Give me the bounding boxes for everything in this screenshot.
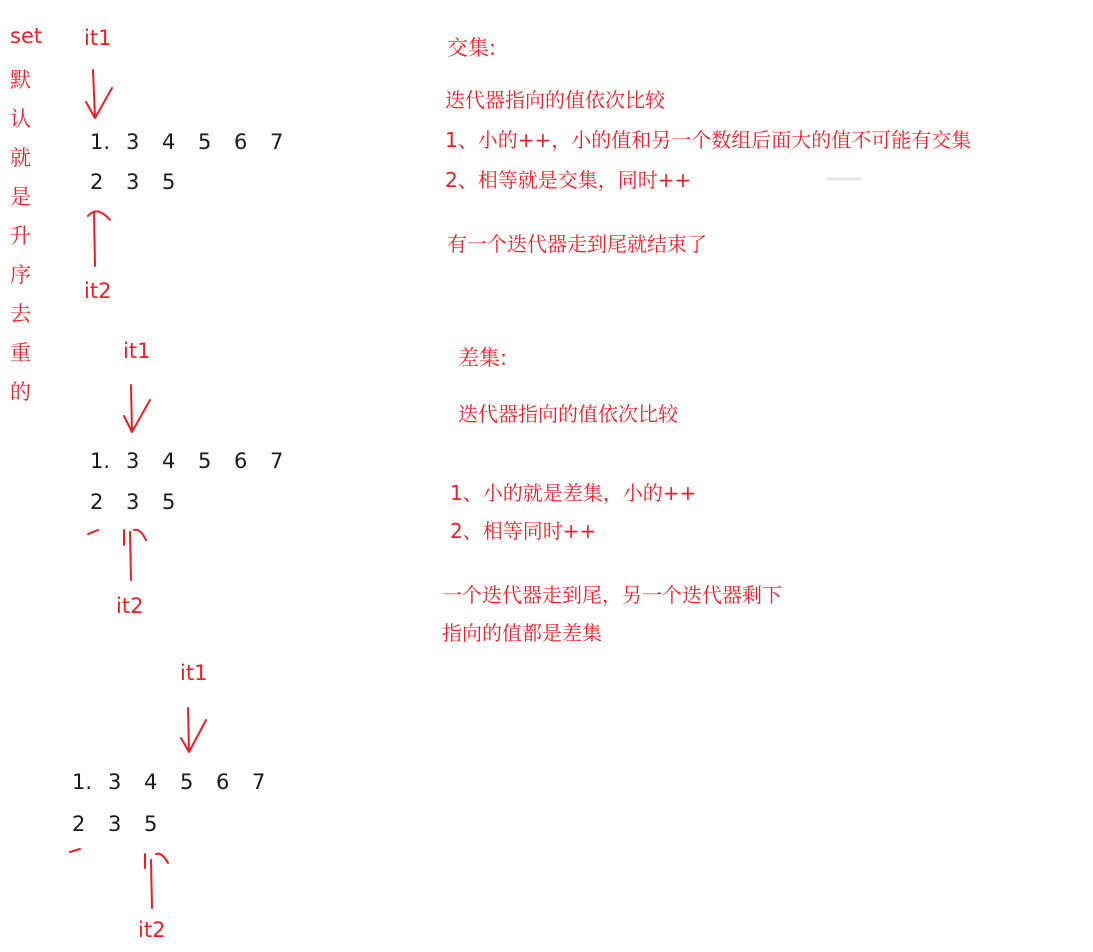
array-cell: 7 xyxy=(270,130,284,154)
difference-line-5: 指向的值都是差集 xyxy=(442,621,602,645)
array-row-2 xyxy=(90,172,198,193)
array-row-1 xyxy=(90,132,306,153)
array-cell: 2 xyxy=(90,170,104,194)
array-cell: 3 xyxy=(126,490,140,514)
array-cell: 1. xyxy=(90,130,111,154)
array-row-1 xyxy=(90,451,306,472)
array-cell: 3 xyxy=(108,770,122,794)
array-cell: 6 xyxy=(216,770,230,794)
side-note-char: 的 xyxy=(10,380,31,404)
it1-arrow-3 xyxy=(181,708,206,752)
it2-label: it2 xyxy=(138,918,166,942)
intersection-title: 交集: xyxy=(447,36,497,60)
it1-arrow-2 xyxy=(124,385,150,432)
difference-line-2: 1、小的就是差集，小的++ xyxy=(450,481,697,505)
side-note xyxy=(10,24,50,415)
side-note-char: 升 xyxy=(10,224,31,248)
intersection-line-3: 2、相等就是交集，同时++ xyxy=(445,168,692,192)
array-cell: 5 xyxy=(198,130,212,154)
array-cell: 5 xyxy=(162,490,176,514)
array-cell: 3 xyxy=(126,170,140,194)
it1-label: it1 xyxy=(180,661,208,685)
array-cell: 1. xyxy=(90,449,111,473)
side-note-char: 重 xyxy=(10,341,31,365)
intersection-line-2: 1、小的++，小的值和另一个数组后面大的值不可能有交集 xyxy=(445,128,972,152)
array-cell: 3 xyxy=(126,449,140,473)
array-cell: 5 xyxy=(162,170,176,194)
array-cell: 6 xyxy=(234,449,248,473)
side-note-char: 是 xyxy=(10,185,31,209)
it2-arrow-1 xyxy=(88,211,110,266)
side-note-char: 序 xyxy=(10,263,31,287)
array-cell: 7 xyxy=(252,770,266,794)
array-cell: 1. xyxy=(72,770,93,794)
array-cell: 3 xyxy=(126,130,140,154)
array-cell: 4 xyxy=(162,449,176,473)
intersection-line-4: 有一个迭代器走到尾就结束了 xyxy=(447,232,707,256)
array-cell: 4 xyxy=(144,770,158,794)
array-cell: 3 xyxy=(108,812,122,836)
difference-line-4: 一个迭代器走到尾，另一个迭代器剩下 xyxy=(442,583,782,607)
it1-arrow-1 xyxy=(86,70,112,118)
difference-line-3: 2、相等同时++ xyxy=(450,519,597,543)
intersection-line-1: 迭代器指向的值依次比较 xyxy=(445,88,665,112)
array-cell: 6 xyxy=(234,130,248,154)
array-cell: 4 xyxy=(162,130,176,154)
array-cell: 5 xyxy=(180,770,194,794)
difference-title: 差集: xyxy=(458,346,508,370)
it1-label: it1 xyxy=(123,339,151,363)
array-row-2 xyxy=(90,492,198,513)
array-cell: 5 xyxy=(144,812,158,836)
side-note-char: 认 xyxy=(10,107,31,131)
side-note-char: 就 xyxy=(10,146,31,170)
array-cell: 2 xyxy=(72,812,86,836)
array-cell: 5 xyxy=(198,449,212,473)
side-note-char: 默 xyxy=(10,68,31,92)
side-note-char: 去 xyxy=(10,302,31,326)
array-row-1 xyxy=(72,772,288,793)
array-cell: 2 xyxy=(90,490,104,514)
it1-label: it1 xyxy=(84,26,112,50)
side-note-head: set xyxy=(10,24,43,48)
array-cell: 7 xyxy=(270,449,284,473)
it2-label: it2 xyxy=(84,279,112,303)
array-row-2 xyxy=(72,814,180,835)
difference-line-1: 迭代器指向的值依次比较 xyxy=(458,402,678,426)
it2-arrow-2 xyxy=(88,530,146,580)
it2-label: it2 xyxy=(116,594,144,618)
it2-arrow-3 xyxy=(70,849,168,908)
